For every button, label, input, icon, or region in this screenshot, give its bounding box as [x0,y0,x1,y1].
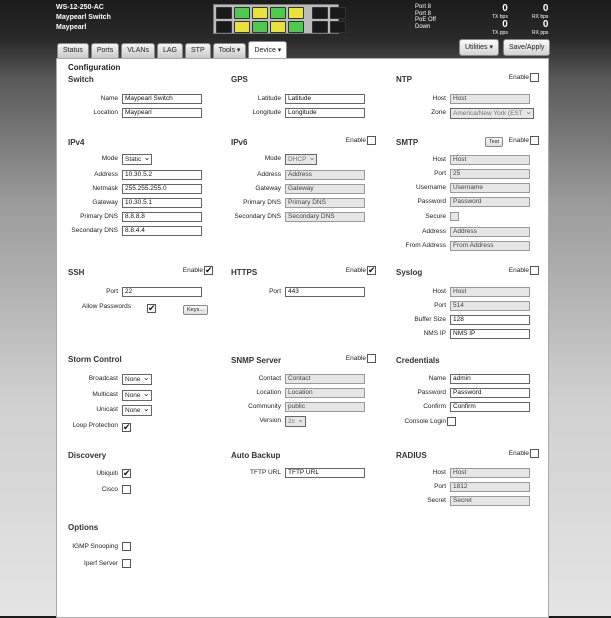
enable-label: Enable [345,267,366,274]
field-label: Port [434,302,446,309]
cred-confirm-row [396,402,546,412]
field-label: Secure [425,213,446,220]
field-label: Port [269,288,281,295]
section-title: HTTPS [231,268,258,277]
ipv4-dns2-row [68,226,218,236]
enable-label: Enable [508,450,529,457]
smtp-test-button[interactable]: Test [485,137,503,147]
field-label: Ubiquiti [96,470,118,477]
ipv6-section [231,138,376,228]
ipv6-enable [346,136,376,145]
port-info-line: Down [415,23,431,30]
smtp-username-row [396,183,546,193]
port-14[interactable] [330,21,346,33]
field-label: Multicast [92,391,118,398]
tab-stp[interactable]: STP [185,43,211,58]
smtp-host-row [396,155,546,165]
timezone-select[interactable]: America/New York (EST ⌄ [450,108,534,119]
igmp-row [68,542,218,552]
buffer-size-input[interactable]: 128 [450,315,530,325]
radius-secret-row [396,496,546,506]
ubiquiti-row [68,469,218,479]
port-info-line: PoE Off [415,17,436,23]
snmp-version-select[interactable]: 2c ⌄ [285,416,306,427]
field-label: Longitude [252,109,281,116]
smtp-password-input[interactable]: Password [450,197,530,207]
device-name: Maypearl Switch [56,14,111,21]
section-title: Options [68,523,99,532]
field-label: Host [432,95,446,102]
port-7[interactable] [234,21,250,33]
smtp-secure-checkbox[interactable] [450,212,459,221]
field-label: Gateway [92,199,118,206]
ipv6-gateway-row [231,184,381,194]
ipv6-mode-select[interactable]: DHCP ⌄ [285,154,317,165]
ntp-zone-row [396,108,546,118]
field-label: Host [432,288,446,295]
tx-bps-label: TX bps [492,14,508,20]
ssh-allow-row [68,302,218,312]
longitude-row [231,108,381,118]
port-9[interactable] [270,21,286,33]
ipv6-gateway-input[interactable]: Gateway [285,184,365,194]
ssh-keys-button[interactable]: Keys... [183,305,208,315]
rx-pps-value: 0 [542,19,549,30]
ipv4-dns1-row [68,212,218,222]
tab-tools[interactable]: Tools ▾ [213,43,247,58]
section-title: RADIUS [396,451,427,460]
switch-name-input[interactable]: Maypearl Switch [122,94,202,104]
port-1[interactable] [216,7,232,19]
ipv4-gateway-input[interactable]: 10.30.5.1 [122,198,202,208]
field-label: Broadcast [88,375,118,382]
field-label: Primary DNS [80,213,118,220]
https-enable-checkbox[interactable] [367,266,376,275]
section-title: Syslog [396,268,423,277]
port-5[interactable] [288,7,304,19]
section-title: Credentials [396,356,440,365]
field-label: Contact [258,375,281,382]
port-8[interactable] [252,21,268,33]
radius-port-row [396,482,546,492]
port-6[interactable] [216,21,232,33]
ipv6-dns1-row [231,198,381,208]
field-label: Loop Protection [72,422,118,429]
field-label: Buffer Size [414,316,446,323]
latitude-input[interactable]: Latitude [285,94,365,104]
enable-label: Enable [508,267,529,274]
field-label: Community [248,403,281,410]
enable-label: Enable [508,137,529,144]
field-label: Address [422,228,446,235]
field-label: Username [416,184,446,191]
options-section [68,523,218,573]
snmp-contact-input[interactable]: Contact [285,374,365,384]
tab-vlans[interactable]: VLANs [121,43,155,58]
switch-section [68,75,218,125]
field-label: Version [259,417,281,424]
iperf-row [68,559,218,569]
switch-location-input[interactable]: Maypearl [122,108,202,118]
discovery-section [68,451,218,501]
field-label: Secret [427,497,446,504]
field-label: Location [256,389,281,396]
radius-host-input[interactable]: Host [450,468,530,478]
tx-pps-value: 0 [502,19,508,30]
nms-ip-input[interactable]: NMS IP [450,329,530,339]
utilities-button[interactable]: Utilities ▾ [459,39,499,56]
section-title: IPv6 [231,138,248,147]
section-title: GPS [231,75,248,84]
field-label: Confirm [423,403,446,410]
latitude-row [231,94,381,104]
field-label: Gateway [255,185,281,192]
ntp-host-input[interactable]: Host [450,94,530,104]
field-label: Location [93,109,118,116]
enable-label: Enable [345,355,366,362]
radius-enable [509,449,539,458]
enable-label: Enable [508,74,529,81]
confirm-password-input[interactable]: Confirm [450,402,530,412]
tab-device[interactable]: Device ▾ [248,41,287,58]
rx-pps-label: RX pps [532,30,549,36]
field-label: Console Login [404,418,446,425]
cisco-row [68,485,218,495]
port-info-line: Port 8 [415,10,432,17]
broadcast-select[interactable]: None ⌄ [122,374,152,385]
syslog-port-row [396,301,546,311]
port-gap [306,7,310,19]
ipv6-enable-checkbox[interactable] [367,136,376,145]
ipv4-mode-select[interactable]: Static ⌄ [122,154,152,165]
radius-section [396,451,539,506]
port-4[interactable] [270,7,286,19]
smtp-port-row [396,169,546,179]
section-title: SMTP [396,138,419,147]
ipv6-address-row [231,170,381,180]
field-label: Address [94,171,118,178]
device-info [56,3,111,33]
cred-name-row [396,374,546,384]
smtp-from-row [396,241,546,251]
smtp-username-input[interactable]: Username [450,183,530,193]
cisco-checkbox[interactable] [122,485,131,494]
buffer-size-row [396,315,546,325]
syslog-enable [509,266,539,275]
port-11[interactable] [312,7,328,19]
field-label: Mode [101,155,118,162]
port-info-line: Port 8 [415,4,432,10]
ssh-enable-checkbox[interactable] [204,266,213,275]
gps-section [231,75,381,125]
field-label: Password [417,389,446,396]
snmp-community-input[interactable]: public [285,402,365,412]
enable-label: Enable [182,267,203,274]
iperf-server-checkbox[interactable] [122,559,131,568]
allow-passwords-checkbox[interactable] [147,304,156,313]
nms-ip-row [396,329,546,339]
cred-password-row [396,388,546,398]
https-section [231,268,376,308]
ssh-section [68,268,213,318]
credentials-section [396,356,539,431]
ipv4-address-row [68,170,218,180]
igmp-snooping-checkbox[interactable] [122,542,131,551]
unicast-row [68,405,218,415]
longitude-input[interactable]: Longitude [285,108,365,118]
ntp-enable-checkbox[interactable] [530,73,539,82]
syslog-enable-checkbox[interactable] [530,266,539,275]
loop-protection-checkbox[interactable] [122,423,131,432]
console-login-checkbox[interactable] [447,417,456,426]
smtp-host-input[interactable]: Host [450,155,530,165]
field-label: Allow Passwords [81,303,131,310]
radius-port-input[interactable]: 1812 [450,482,530,492]
ntp-host-row [396,94,546,104]
tab-lag[interactable]: LAG [157,43,183,58]
section-title: SNMP Server [231,356,282,365]
tftp-row [231,468,381,478]
snmp-location-row [231,388,381,398]
port-3[interactable] [252,7,268,19]
rx-bps-stat [532,4,548,36]
section-title: NTP [396,75,412,84]
loop-row [68,421,218,431]
ipv4-mode-row [68,154,218,164]
port-12[interactable] [330,7,346,19]
port-2[interactable] [234,7,250,19]
field-label: Unicast [96,406,118,413]
snmp-section [231,356,376,431]
port-13[interactable] [312,21,328,33]
radius-enable-checkbox[interactable] [530,449,539,458]
field-label: Latitude [257,95,281,102]
smtp-port-input[interactable]: 25 [450,169,530,179]
radius-host-row [396,468,546,478]
field-label: IGMP Snooping [72,543,118,550]
snmp-version-row [231,416,381,426]
switch-port-diagram [213,4,339,34]
ipv6-mode-row [231,154,381,164]
switch-location-row [68,108,218,118]
ipv4-address-input[interactable]: 10.30.5.2 [122,170,202,180]
username-input[interactable]: admin [450,374,530,384]
https-port-input[interactable]: 443 [285,287,365,297]
field-label: NMS IP [423,330,446,337]
field-label: Primary DNS [243,199,281,206]
ipv4-gateway-row [68,198,218,208]
enable-label: Enable [345,137,366,144]
section-title: Auto Backup [231,451,281,460]
ipv6-dns1-input[interactable]: Primary DNS [285,198,365,208]
ssh-port-row [68,287,218,297]
syslog-section [396,268,539,343]
smtp-from-input[interactable]: From Address [450,241,530,251]
tftp-url-input[interactable]: TFTP URL [285,468,365,478]
unicast-select[interactable]: None ⌄ [122,405,152,416]
ubiquiti-checkbox[interactable] [122,469,131,478]
section-title: Discovery [68,451,107,460]
smtp-enable [509,136,539,145]
save-apply-button[interactable]: Save/Apply [503,39,550,56]
snmp-enable [346,354,376,363]
syslog-port-input[interactable]: 514 [450,301,530,311]
tab-ports[interactable]: Ports [91,43,119,58]
tab-status[interactable]: Status [57,43,89,58]
ipv4-netmask-input[interactable]: 255.255.255.0 [122,184,202,194]
syslog-host-input[interactable]: Host [450,287,530,297]
broadcast-row [68,374,218,384]
snmp-enable-checkbox[interactable] [367,354,376,363]
https-port-row [231,287,381,297]
storm-control-section [68,355,218,435]
field-label: Secondary DNS [71,227,118,234]
tx-bps-value: 0 [502,3,508,14]
rx-bps-label: RX bps [532,14,549,20]
main-tabs [57,43,287,58]
tx-pps-label: TX pps [492,30,508,36]
ssh-enable [183,266,213,275]
field-label: Name [428,375,446,382]
field-label: TFTP URL [250,469,281,476]
field-label: Cisco [101,486,118,493]
smtp-section [396,138,539,253]
switch-name-row [68,94,218,104]
ssh-port-input[interactable]: 22 [122,287,202,297]
ipv4-dns1-input[interactable]: 8.8.8.8 [122,212,202,222]
ipv6-dns2-row [231,212,381,222]
rx-bps-value: 0 [542,3,549,14]
field-label: Iperf Server [84,560,118,567]
ipv4-section [68,138,218,248]
tx-bps-stat [492,4,508,36]
field-label: Host [432,156,446,163]
password-input[interactable]: Password [450,388,530,398]
multicast-select[interactable]: None ⌄ [122,390,152,401]
snmp-contact-row [231,374,381,384]
page-title: Configuration [68,63,121,72]
field-label: From Address [405,242,446,249]
ipv4-netmask-row [68,184,218,194]
device-model: WS-12-250-AC [56,4,104,11]
field-label: Netmask [92,185,118,192]
field-label: Host [432,469,446,476]
snmp-location-input[interactable]: Location [285,388,365,398]
auto-backup-section [231,451,381,491]
smtp-address-row [396,227,546,237]
field-label: Name [100,95,118,102]
radius-secret-input[interactable]: Secret [450,496,530,506]
https-enable [346,266,376,275]
field-label: Mode [264,155,281,162]
field-label: Secondary DNS [234,213,281,220]
field-label: Password [417,198,446,205]
section-title: IPv4 [68,138,85,147]
smtp-address-input[interactable]: Address [450,227,530,237]
field-label: Port [434,170,446,177]
ntp-section [396,75,539,125]
section-title: Switch [68,75,94,84]
port-status-text [415,4,436,30]
ipv4-dns2-input[interactable]: 8.8.4.4 [122,226,202,236]
smtp-secure-row [396,212,546,222]
field-label: Zone [431,109,446,116]
ipv6-address-input[interactable]: Address [285,170,365,180]
port-gap [306,21,310,33]
field-label: Port [434,483,446,490]
smtp-enable-checkbox[interactable] [530,136,539,145]
console-login-row [396,417,546,427]
ntp-enable [509,73,539,82]
port-10[interactable] [288,21,304,33]
syslog-host-row [396,287,546,297]
snmp-community-row [231,402,381,412]
device-location: Maypearl [56,24,87,31]
section-title: Storm Control [68,355,122,364]
smtp-password-row [396,197,546,207]
field-label: Address [257,171,281,178]
multicast-row [68,390,218,400]
section-title: SSH [68,268,85,277]
field-label: Port [106,288,118,295]
ipv6-dns2-input[interactable]: Secondary DNS [285,212,365,222]
